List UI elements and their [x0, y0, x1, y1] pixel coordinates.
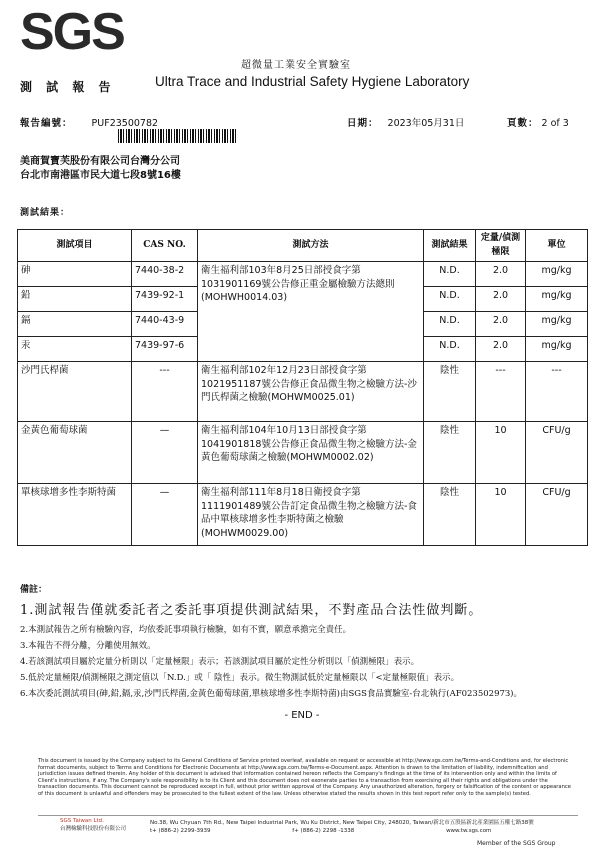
row-result: 陰性 [424, 362, 476, 422]
col-item: 測試項目 [18, 230, 132, 262]
row-limit: 10 [476, 422, 526, 484]
results-table [17, 229, 588, 546]
col-cas: CAS NO. [132, 230, 198, 262]
row-item: 金黃色葡萄球菌 [18, 422, 132, 484]
page-number-label: 頁數： [507, 118, 539, 129]
page-number [507, 115, 569, 129]
lab-name-cn: 超微量工業安全實驗室 [241, 60, 351, 71]
row-unit: CFU/g [526, 484, 588, 546]
notes-label: 備註： [20, 585, 48, 595]
row-limit: 2.0 [476, 287, 526, 312]
row-item: 砷 [18, 262, 132, 287]
metals-method: 衛生福利部103年8月25日部授食字第1031901169號公告修正重金屬檢驗方法總則(MOHWH0014.03) [198, 262, 424, 362]
table-row [18, 362, 588, 422]
results-label: 測試結果： [20, 208, 71, 218]
report-title: 測 試 報 告 [20, 80, 116, 94]
row-unit: --- [526, 362, 588, 422]
disclaimer: This document is issued by the Company subject to its General Conditions of Service printed overleaf, available on request or accessible at http://www.sgs.com.tw/Terms-and-Conditions and, for electronic format documents, subject to Terms and Conditions for Electronic Documents at http://www.sgs.com.tw/Terms-e-Document.aspx. Attention is drawn to the limitation of liability, indemnification and jurisdiction issues defined therein. Any holder of this document is advised that information contained hereon reflects the Company's findings at the time of its intervention only and within the limits of Client's instructions, if any. The Company's sole responsibility is to its Client and this document does not exonerate parties to a transaction from exercising all their rights and obligations under the transaction documents. This document cannot be reproduced except in full, without prior written approval of the Company. Any unauthorized alteration, forgery or falsification of the content or appearance of this document is unlawful and offenders may be prosecuted to the fullest extent of the law. Unless otherwise stated the results shown in this test report refer only to the sample(s) tested. [38, 758, 571, 797]
note-6: 6.本次委託測試項目(砷,鉛,鎘,汞,沙門氏桿菌,金黃色葡萄球菌,單核球增多性李斯特菌)由SGS食品實驗室-台北執行(AF02350297З)。 [20, 689, 522, 699]
row-limit: 2.0 [476, 312, 526, 337]
client-name: 美商賀寶芙股份有限公司台灣分公司 [20, 156, 180, 167]
results-table-header [18, 230, 588, 262]
report-number-value: PUF23500782 [91, 118, 159, 129]
row-unit: mg/kg [526, 287, 588, 312]
footer-fax: f+ (886-2) 2298 -1338 [292, 828, 355, 834]
row-unit: mg/kg [526, 262, 588, 287]
footer-address-en: No.38, Wu Chyuan 7th Rd., New Taipei Industrial Park, Wu Ku District, New Taipei City, 248020, Taiwan/ [150, 820, 434, 826]
footer-web: www.tw.sgs.com [446, 828, 492, 834]
note-3: 3.本報告不得分離，分離使用無效。 [20, 641, 156, 651]
row-unit: mg/kg [526, 337, 588, 362]
report-number [20, 115, 158, 129]
row-result: N.D. [424, 337, 476, 362]
row-unit: CFU/g [526, 422, 588, 484]
col-limit: 定量/偵測極限 [476, 230, 526, 262]
row-cas: 7439-92-1 [132, 287, 198, 312]
row-result: N.D. [424, 262, 476, 287]
row-item: 鎘 [18, 312, 132, 337]
row-result: N.D. [424, 287, 476, 312]
col-result: 測試結果 [424, 230, 476, 262]
row-unit: mg/kg [526, 312, 588, 337]
sgs-logo: SGS [20, 3, 124, 61]
row-limit: --- [476, 362, 526, 422]
note-2: 2.本測試報告之所有檢驗內容，均依委託事項執行檢驗，如有不實，願意承擔完全責任。 [20, 625, 352, 635]
row-limit: 10 [476, 484, 526, 546]
report-number-label: 報告編號： [20, 118, 73, 129]
barcode [118, 129, 238, 143]
row-method: 衛生福利部102年12月23日部授食字第1021951187號公告修正食品微生物之檢驗方法-沙門氏桿菌之檢驗(MOHWM0025.01) [198, 362, 424, 422]
report-date-label: 日期： [347, 118, 379, 129]
end-marker: - END - [284, 710, 320, 721]
footer-company-en: SGS Taiwan Ltd. [60, 818, 104, 824]
row-item: 沙門氏桿菌 [18, 362, 132, 422]
row-cas: --- [132, 362, 198, 422]
row-result: 陰性 [424, 422, 476, 484]
col-unit: 單位 [526, 230, 588, 262]
client-address: 台北市南港區市民大道七段8號16樓 [20, 170, 181, 181]
row-cas: 7439-97-6 [132, 337, 198, 362]
row-item: 鉛 [18, 287, 132, 312]
table-row [18, 262, 588, 287]
row-cas: 7440-38-2 [132, 262, 198, 287]
footer-member: Member of the SGS Group [477, 840, 556, 847]
footer-address-cn: 新北市五股區新北產業園區五權七路38號 [433, 820, 534, 826]
row-method: 衛生福利部104年10月13日部授食字第1041901818號公告修正食品微生物之檢驗方法-金黃色葡萄球菌之檢驗(MOHWM0002.02) [198, 422, 424, 484]
page-number-value: 2 of 3 [541, 118, 569, 129]
row-cas: 7440-43-9 [132, 312, 198, 337]
footer-divider [38, 815, 578, 816]
footer-address [150, 818, 534, 834]
row-result: N.D. [424, 312, 476, 337]
note-1: 1.測試報告僅就委託者之委託事項提供測試結果，不對產品合法性做判斷。 [20, 603, 483, 618]
footer-company [60, 818, 126, 832]
report-date-value: 2023年05月31日 [387, 118, 465, 129]
table-row [18, 422, 588, 484]
row-result: 陰性 [424, 484, 476, 546]
row-limit: 2.0 [476, 337, 526, 362]
row-limit: 2.0 [476, 262, 526, 287]
notes-section [20, 582, 590, 702]
row-item: 單核球增多性李斯特菌 [18, 484, 132, 546]
report-date [347, 115, 464, 129]
note-5: 5.低於定量極限/偵測極限之測定值以「N.D.」或「 陰性」表示。微生物測試低於定量極限以「<定量極限值」表示。 [20, 673, 460, 683]
table-row [18, 484, 588, 546]
note-4: 4.若該測試項目屬於定量分析則以「定量極限」表示；若該測試項目屬於定性分析則以「偵測極限」表示。 [20, 657, 420, 667]
footer-company-cn: 台灣檢驗科技股份有限公司 [60, 826, 127, 832]
footer-tel: t+ (886-2) 2299-3939 [150, 828, 211, 834]
row-cas: — [132, 484, 198, 546]
row-cas: — [132, 422, 198, 484]
col-method: 測試方法 [198, 230, 424, 262]
row-item: 汞 [18, 337, 132, 362]
lab-name-en: Ultra Trace and Industrial Safety Hygiene Laboratory [155, 74, 470, 89]
row-method: 衛生福利部111年8月18日衛授食字第1111901489號公告訂定食品微生物之檢驗方法-食品中單核球增多性李斯特菌之檢驗(MOHWM0029.00) [198, 484, 424, 546]
